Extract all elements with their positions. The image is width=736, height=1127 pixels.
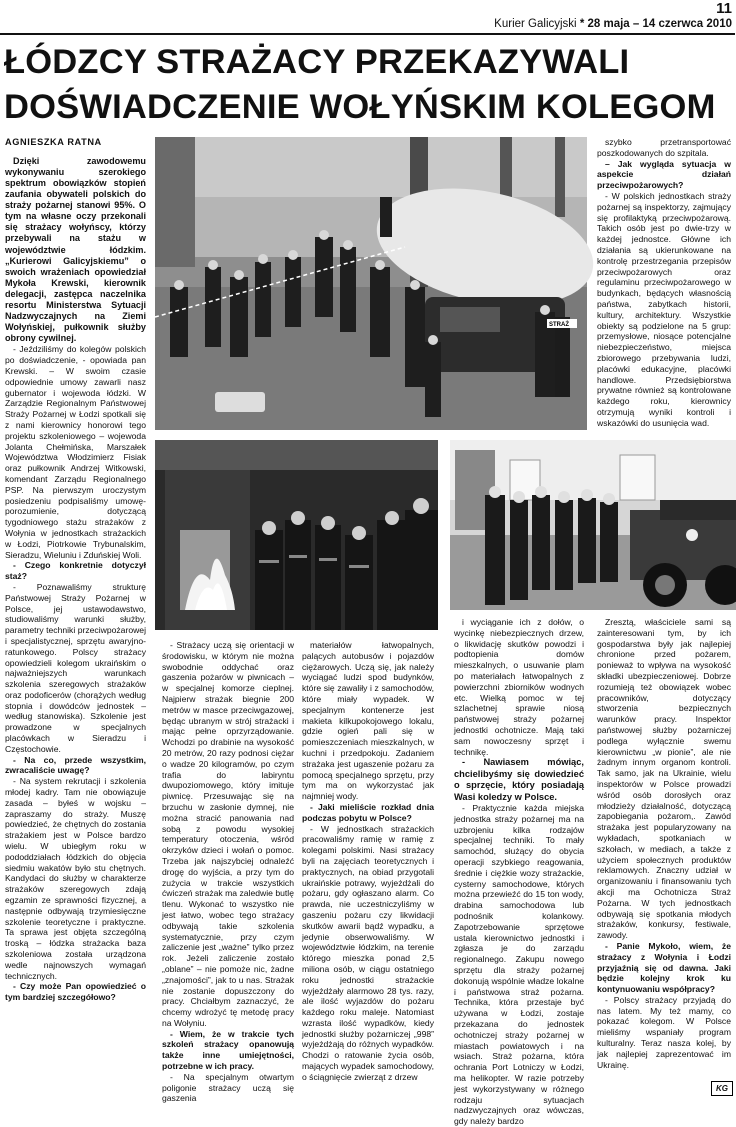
interview-question: - Czego konkretnie dotyczył staż? (5, 560, 146, 582)
interview-question: – Jak wygląda sytuacja w aspekcie działań przeciwpożarowych? (597, 158, 731, 191)
article-column-2 (162, 640, 294, 1104)
header-rule (0, 33, 735, 35)
headline (4, 40, 732, 130)
paragraph: - Polscy strażacy przyjadą do nas latem. My też mamy, co pokazać kolegom. W Polsce mieliśmy wspaniały program kulturalny. Teraz nasza kolej, by jak najlepiej zaprezentować im Ukrainę. (597, 994, 731, 1070)
page-number: 11 (716, 0, 732, 17)
photo-heat-chamber (155, 440, 438, 630)
article-column-6 (597, 617, 731, 1079)
paragraph: - Strażacy uczą się orientacji w środowisku, w którym nie można swobodnie oddychać oraz gaszenia pożarów w piwnicach – w specjalnej komorze cieplnej. Najpierw strażak biegnie 200 metrów w masce przeciwgazowej, będąc ubranym w strój strażacki i mając pełne oprzyrządowanie. Wchodzi po drabinie na wysokość 20 metrów, 20 razy podnosi ciężar o wadze 20 kilogramów, po czym trafia do labiryntu dwupoziomowego, który imituje piwnicę. Przesuwając się na brzuchu w zasłonie dymnej, nie można stracić panowania nad sobą z powodu wysokiej temperatury otoczenia, wśród okrzyków dzieci i wołań o pomoc. Trzeba jak najszybciej odnaleźć drogę do wyjścia, a przy tym do zużycia w trakcie wszystkich ćwiczeń strażak ma zaledwie butlę tlenu. Wykonać to wszystko nie jest łatwo, wobec tego strażacy odbywają takie szkolenia systematycznie, przy czym zaliczenie jest „ważne” tylko przez rok. Jeżeli zaliczenie zostało „oblane” – nie pomoże nic, żadne „znajomości”, jak to u nas. Strażak nie zostanie dopuszczony do pracy. Chciałbym zaznaczyć, że chcemy wdrożyć tę metodę pracy na Wołyniu. (162, 640, 294, 1028)
running-header (400, 18, 732, 30)
paragraph: i wyciąganie ich z dołów, o wycinkę niebezpiecznych drzew, o likwidację skutków powodzi i podtopienia domów mieszkalnych, o usuwanie plam po materiałach łatwopalnych z powierzchni zbiorników wodnych etc. Wielką pomoc w tej szlachetnej sprawie niosą państwowej straży pożarnej jednostki ochotnicze. Mają taki sam nowoczesny sprzęt i technikę. (454, 617, 584, 757)
paragraph: - W jednostkach strażackich pracowaliśmy ramię w ramię z kolegami polskimi. Nasi strażacy byli na zajęciach teoretycznych i praktycznych, na obiad przygotali ukraińskie potrawy, wyjeżdżali do pożaru, gdy ogłaszano alarm. Co prawda, nie uczestniczyliśmy w gaszeniu pożaru czy likwidacji skutków awarii bądź wypadku, a jedynie obserwowaliśmy. W województwie łódzkim, na terenie którego mieszka ponad 2,5 miliona osób, w ciągu ostatniego roku jednostki strażackie wyjeżdżały alarmowo 28 tys. razy, ale ilość wyjazdów do pożaru każdego roku maleje. Natomiast wzrasta ilość wypadków, kiedy jednostki służby pożarniczej „998” wyjeżdżają do różnych wypadków. Chodzi o ratowanie życia osób, mających wypadek samochodowy, o ściągnięcie zwierząt z drzew (302, 823, 434, 1082)
interview-question: - Na co, przede wszystkim, zwracaliście uwagę? (5, 754, 146, 776)
paragraph: - Poznawaliśmy strukturę Państwowej Straży Pożarnej w Polsce, jej ustawodawstwo, studiowaliśmy warunki służby, parametry techniki przeciwpożarowej i specjalistycznej, sprzętu awaryjno-ratunkowego. Polscy strażacy opowiedzieli kolegom ukraińskim o najważniejszych warunkach szkolenia szeregowych strażaków oraz podoficerów (chorążych według stopnia i dowódców jednostek – według stanowiska). Szkolenie jest prowadzone w specjalnych placówkach w Sieradzu i Częstochowie. (5, 581, 146, 754)
photo-fire-museum (450, 440, 736, 610)
article-column-3 (302, 640, 434, 1099)
interview-question: - Czy może Pan opowiedzieć o tym bardziej szczegółowo? (5, 981, 146, 1003)
paragraph: - Na specjalnym otwartym poligonie strażacy uczą się gaszenia (162, 1071, 294, 1104)
headline-line-2: DOŚWIADCZENIE WOŁYŃSKIM KOLEGOM (4, 88, 716, 126)
interview-question: - Panie Mykoło, wiem, że strażacy z Wołynia i Łodzi przyjaźnią się od dawna. Jaki będzie kolejny krok ku kontynuowaniu współpracy? (597, 940, 731, 995)
headline-line-1: ŁÓDZCY STRAŻACY PRZEKAZYWALI (4, 43, 630, 81)
article-column-1 (5, 137, 146, 1099)
article-column-4 (454, 617, 584, 1127)
paragraph: - Praktycznie każda miejska jednostka straży pożarnej ma na uzbrojeniu kilka rodzajów specjalnej techniki. To mały samochód, służący do obycia operacji szybkiego reagowania, średnie i ciężkie wozy strażackie, cysterny samochodowe, których można przewieźć do 15 ton wody, drabina samochodowa lub podnośnik kolankowy. Zapotrzebowanie sprzętowe ustala kierownictwo jednostki i zgłasza je do zarządu regionalnego. Zakupu nowego sprzętu dla straży pożarnej dokonują wspólnie władze lokalne i państwowa straż pożarna. Technika, która przestaje być używana w Łodzi, zostaje przekazana do jednostek ochotniczej straży pożarnej w miastach powiatowych i na wsiach. Straż pożarna, która ochrania Port Lotniczy w Łodzi, ma helikopter. W razie potrzeby jest wykorzystywany w różnego rodzaju sytuacjach nadzwyczajnych oraz wówczas, gdy należy bardzo (454, 802, 584, 1127)
author-byline: AGNIESZKA RATNA (5, 137, 102, 147)
interview-question: - Nawiasem mówiąc, chcielibyśmy się dowiedzieć o sprzęcie, który posiadają Wasi koledzy w Polsce. (454, 757, 584, 802)
paragraph: materiałów łatwopalnych, palących autobusów i pojazdów ciężarowych. Uczą się, jak należy wyciągać ludzi spod budynków, które się zawaliły i z samochodów, które miały wypadek. W specjalnym kontenerze jest makieta kilkupokojowego lokalu, gdzie ogień pali się w pomieszczeniach mieszkalnych, w kuchni i przedpokoju. Zadaniem strażaka jest ugaszenie pożaru za pomocą specjalnego sprzętu, przy tym ma on wykorzystać jak najmniej wody. (302, 640, 434, 802)
publication-logo: KG (711, 1081, 733, 1096)
interview-question: - Wiem, że w trakcie tych szkoleń strażacy opanowują także inne umiejętności, potrzebne w ich pracy. (162, 1028, 294, 1072)
paragraph: - Na system rekrutacji i szkolenia młodej kadry. Tam nie obowiązuje zasada – byłeś w wojsku – zapraszamy do straży. Muszę powiedzieć, że chętnych do zostania strażakiem jest w Polsce bardzo wielu. W ubiegłym roku w pododdziałach łódzkich do objęcia siedmiu wakatów było stu chętnych. Kandydaci do służby w charakterze strażaków szeregowych zdają egzamin ze sprawności fizycznej, a następnie odbywają trzymiesięczne szkolenie teoretyczne i praktyczne. Ta sprawa jest objęta szczególną troską – łódzka strażacka baza szkoleniowa została urządzona wedle najnowszych wymagań technicznych. (5, 776, 146, 981)
publication-name: Kurier Galicyjski (494, 18, 577, 30)
paragraph: Zresztą, właściciele sami są zainteresowani tym, by ich gospodarstwa były jak najlepiej chronione przed pożarem, ponieważ to wpływa na wysokość składki ubezpieczeniowej. Dobrze rozumieją też obowiązek wobec pracowników, dotyczący stworzenia bezpiecznych warunków pracy. Inspektor państwowej służby pożarniczej podlega wyłącznie swemu kierownictwu „w pionie”, ale nie żadnym innym organom kontroli. Tak samo, jak na Ukrainie, wielu inspektorów w Polsce prowadzi wśród osób dorosłych oraz młodzieży działalność, dotyczącą zapobiegania pożarom,. Zawód strażaka jest popularyzowany na wykładach, spotkaniach w szkołach, w mediach, a także z użyciem społecznych produktów reklamowych. Znaczny udział w organizowaniu i finansowaniu tych akcji ma Ochotnicza Straż Pożarna. W tych jednostkach odbywają się spotkania młodych strażaków, konkursy, festiwale, zawody. (597, 617, 731, 941)
interview-question: - Jaki mieliście rozkład dnia podczas pobytu w Polsce? (302, 801, 434, 823)
article-column-5 (597, 137, 731, 435)
lead-paragraph: Dzięki zawodowemu wykonywaniu szerokiego spektrum obowiązków stopień zaufania obywateli polskich do straży pożarnej stanowi 95%. O tym na własne oczy przekonali się strażacy wołyńscy, którzy przebywali na stażu w województwie łódzkim. „Kurierowi Galicyjskiemu” o swoich wrażeniach opowiedział Mykoła Krewski, kierownik delegacji, zastępca naczelnika resortu Ministerstwa Sytuacji Nadzwyczajnych na Ziemi Wołyńskiej, pułkownik służby obrony cywilnej. (5, 155, 146, 344)
paragraph: - W polskich jednostkach straży pożarnej są inspektorzy, zajmujący się profilaktyką przeciwpożarową. Takich osób jest po dwie-trzy w każdej jednostce. Główne ich działania są ukierunkowane na kontrolę przestrzegania przepisów przeciwpożarowych oraz regulaminu przeciwpożarowego w budynkach, będących własnością państwa, zabytkach historii, kultury, architektury. Wszystkie obiekty są podzielone na 5 grup: przemysłowe, niosące potencjalne niebezpieczeństwo, miejsca zbiorowego przebywania ludzi, placówki edukacyjne, placówki handlowe. Przedsiębiorstwa prywatne również są kontrolowane każdego roku, kierownicy otrzymują wyniki kontroli i wskazówki do usunięcia wad. (597, 190, 731, 428)
paragraph: szybko przetransportować poszkodowanych do szpitala. (597, 137, 731, 158)
issue-date: * 28 maja – 14 czerwca 2010 (579, 18, 732, 30)
truck-sign: STRAŻ (549, 322, 569, 328)
paragraph: - Jeździliśmy do kolegów polskich po doświadczenie, - opowiada pan Krewski. – W swoim czasie odpowiednie umowy zawarli nasz gubernator i wojewoda łódzki. W Zarządzie Regionalnym Państwowej Straży Pożarnej w Łodzi spotkali się z nami kierownicy honorowi tego projektu szkoleniowego – wojewoda Jolanta Chełmińska, Marszałek Województwa Włodzimierz Fisiak oraz pułkownik Andrzej Witkowski, komendant Zarządu Regionalnego PSP. Na pierwszym uroczystym posiedzeniu podpisaliśmy umowę-porozumienie, dotyczącą tygodniowego stażu strażaków z Wołynia w jednostkach strażackich w Łodzi, Piotrkowie Trybunalskim, Sieradzu, Wieluniu i Zduńskiej Woli. (5, 344, 146, 560)
photo-rescue-exercise (155, 137, 587, 430)
